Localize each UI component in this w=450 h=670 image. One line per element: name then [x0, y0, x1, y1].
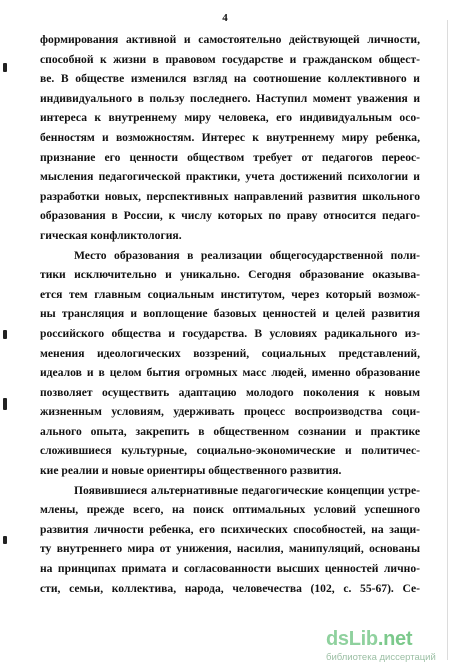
- text-line: гическая конфликтология.: [40, 228, 182, 242]
- watermark-subtitle: библиотека диссертаций: [326, 652, 436, 663]
- text-line: бенностям и возможностям. Интерес к внутреннему миру ребенка,: [40, 130, 420, 144]
- text-line: ны трансляция и воплощение базовых ценностей и целей развития: [40, 307, 420, 321]
- text-line: разработки новых, перспективных направлений развития школьного: [40, 189, 420, 203]
- watermark-brand-suffix: .net: [377, 628, 413, 650]
- text-line: формирования активной и самостоятельно действующей личности,: [40, 33, 420, 46]
- scan-edge: [447, 20, 448, 660]
- text-line: ве. В обществе изменился взгляд на соотношение коллективного и: [40, 72, 420, 86]
- text-line: Место образования в реализации общегосударственной поли-: [74, 248, 420, 262]
- margin-mark: [3, 536, 7, 544]
- text-line: сти, семьи, коллектива, народа, человечества (102, с. 55-67). Се-: [40, 581, 420, 595]
- text-line: позволяет осуществить адаптацию молодого поколения к новым: [40, 385, 420, 399]
- text-line: способной к жизни в правовом государстве и гражданском общест-: [40, 52, 420, 66]
- text-line: развития личности ребенка, его психических способностей, на защи-: [40, 522, 420, 536]
- text-line: образования в России, к числу которых по праву относится педаго-: [40, 209, 420, 223]
- text-line: кие реалии и новые ориентиры общественного развития.: [40, 464, 342, 478]
- text-line: Появившиеся альтернативные педагогические концепции устре-: [74, 483, 420, 497]
- text-line: интереса к внутреннему миру человека, его индивидуальным осо-: [40, 111, 420, 125]
- watermark-brand-name: dsLib: [326, 628, 378, 650]
- text-line: признание его ценности обществом требует от педагогов переос-: [40, 150, 420, 164]
- margin-mark: [3, 398, 7, 410]
- text-line: мысления педагогической практики, учета достижений психологии и: [40, 170, 420, 184]
- document-body: [40, 30, 420, 598]
- text-line: идеалов и в целом бытия огромных масс людей, именно образование: [40, 366, 420, 380]
- watermark-brand: [326, 628, 412, 651]
- text-line: менения идеологических воззрений, социальных представлений,: [40, 346, 420, 360]
- text-line: индивидуального в пользу последнего. Наступил момент уважения и: [40, 91, 420, 105]
- text-line: сложившиеся культурные, социально-экономические и политичес-: [40, 444, 420, 458]
- text-line: на принципах примата и согласованности высших ценностей лично-: [40, 562, 420, 576]
- margin-mark: [3, 330, 7, 339]
- text-line: ту внутреннего мира от унижения, насилия, манипуляций, основаны: [40, 542, 420, 556]
- text-line: млены, прежде всего, на поиск оптимальных условий успешного: [40, 503, 420, 517]
- text-line: тики исключительно и уникально. Сегодня образование оказыва-: [40, 268, 420, 282]
- text-line: жизненным условиям, удерживать процесс воспроизводства соци-: [40, 405, 420, 419]
- page-number: 4: [222, 12, 228, 24]
- margin-mark: [3, 63, 7, 72]
- text-line: ального опыта, закрепить в общественном сознании и практике: [40, 424, 420, 438]
- text-line: ется тем главным социальным институтом, через который возмож-: [40, 287, 420, 301]
- watermark-logo: [326, 628, 444, 664]
- text-line: российского общества и государства. В условиях радикального из-: [40, 326, 420, 340]
